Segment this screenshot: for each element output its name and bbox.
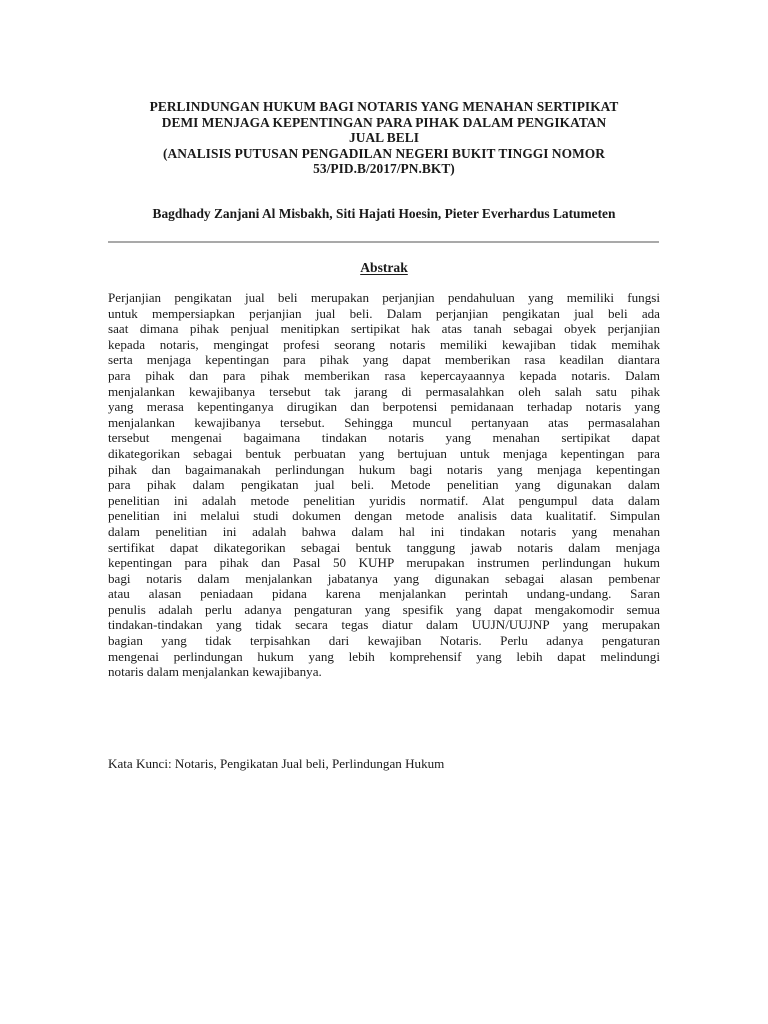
abstract-line: tindakan-tindakan yang tidak secara tegas diatur dalam UUJN/UUJNP yang merupakan bbox=[108, 617, 660, 633]
abstract-line: dalam penelitian ini adalah bahwa dalam hal ini tindakan notaris yang menahan bbox=[108, 523, 660, 539]
title-line-1: PERLINDUNGAN HUKUM BAGI NOTARIS YANG MENAHAN SERTIPIKAT bbox=[149, 99, 619, 114]
abstract-heading-text: Abstrak bbox=[360, 260, 408, 275]
abstract-heading bbox=[108, 260, 660, 276]
abstract-line: notaris dalam menjalankan kewajibanya. bbox=[108, 664, 322, 680]
abstract-body bbox=[108, 290, 660, 680]
abstract-line: penulis adalah perlu adanya pengaturan yang spesifik yang dapat mengakomodir semua bbox=[108, 601, 660, 617]
author-list: Bagdhady Zanjani Al Misbakh, Siti Hajati Hoesin, Pieter Everhardus Latumeten bbox=[152, 206, 616, 221]
abstract-line: tersebut mengenai bagaimana tindakan notaris yang menahan sertipikat dapat bbox=[108, 430, 660, 446]
title-line-3: JUAL BELI bbox=[348, 130, 420, 145]
abstract-line: para pihak dalam pengikatan jual beli. Metode penelitian yang digunakan dalam bbox=[108, 477, 660, 493]
abstract-line: para pihak dan para pihak memberikan rasa kepercayaannya kepada notaris. Dalam bbox=[108, 367, 660, 383]
abstract-line: kepada notaris, mengingat profesi seorang notaris memiliki kewajiban tidak memihak bbox=[108, 336, 660, 352]
abstract-line: menjalankan kewajibanya tersebut tak jarang di permasalahkan oleh salah satu pihak bbox=[108, 383, 660, 399]
abstract-line: dikategorikan sebagai bentuk perbuatan yang bertujuan untuk menjaga kepentingan para bbox=[108, 445, 660, 461]
abstract-line: pihak dan bagaimanakah perlindungan hukum bagi notaris yang menjaga kepentingan bbox=[108, 461, 660, 477]
abstract-line: mengenai perlindungan hukum yang lebih komprehensif yang lebih dapat melindungi bbox=[108, 648, 660, 664]
title-line-5: 53/PID.B/2017/PN.BKT) bbox=[313, 161, 455, 176]
abstract-line: kepentingan para pihak dan Pasal 50 KUHP merupakan instrumen perlindungan hukum bbox=[108, 555, 660, 571]
abstract-line: menjalankan kewajibanya tersebut. Sehingga muncul pertanyaan atas permasalahan bbox=[108, 414, 660, 430]
paper-title bbox=[108, 99, 660, 177]
keywords: Kata Kunci: Notaris, Pengikatan Jual beli, Perlindungan Hukum bbox=[108, 756, 445, 771]
abstract-line: penelitian ini melalui studi dokumen dengan metode analisis data kualitatif. Simpulan bbox=[108, 508, 660, 524]
abstract-line: atau alasan peniadaan pidana karena menjalankan perintah undang-undang. Saran bbox=[108, 586, 660, 602]
section-divider bbox=[108, 241, 659, 243]
abstract-line: bagian yang tidak terpisahkan dari kewajiban Notaris. Perlu adanya pengaturan bbox=[108, 633, 660, 649]
title-line-4: (ANALISIS PUTUSAN PENGADILAN NEGERI BUKIT TINGGI NOMOR bbox=[163, 145, 605, 161]
abstract-line: bagi notaris dalam menjalankan jabatanya yang digunakan sebagai alasan pembenar bbox=[108, 570, 660, 586]
abstract-line: Perjanjian pengikatan jual beli merupakan perjanjian pendahuluan yang memiliki fungsi bbox=[108, 290, 660, 305]
abstract-line: saat dimana pihak penjual menitipkan sertipikat hak atas tanah sebagai obyek perjanjian bbox=[108, 321, 660, 337]
abstract-line: penelitian ini adalah metode penelitian yuridis normatif. Alat pengumpul data dalam bbox=[108, 492, 660, 508]
abstract-line: serta menjaga kepentingan para pihak yang dapat memberikan rasa keadilan diantara bbox=[108, 352, 660, 368]
abstract-line: untuk mempersiapkan perjanjian jual beli. Dalam perjanjian pengikatan jual beli ada bbox=[108, 305, 660, 321]
abstract-line: sertifikat dapat dikategorikan sebagai bentuk tanggung jawab notaris dalam menjaga bbox=[108, 539, 660, 555]
abstract-line: yang merasa kepentinganya dirugikan dan berpotensi pemidanaan terhadap notaris yang bbox=[108, 399, 660, 415]
title-line-2: DEMI MENJAGA KEPENTINGAN PARA PIHAK DALAM PENGIKATAN bbox=[161, 114, 607, 130]
